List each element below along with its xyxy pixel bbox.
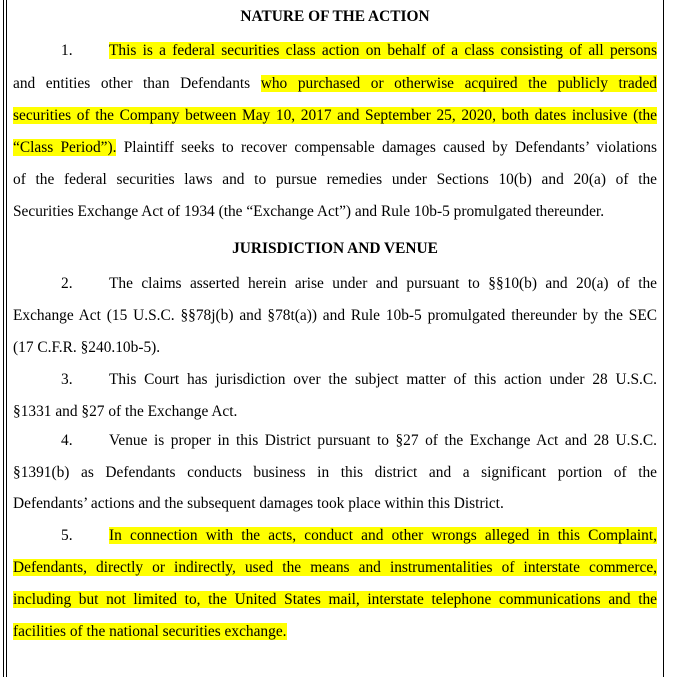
section-heading-jurisdiction: JURISDICTION AND VENUE (232, 240, 438, 257)
plain-text: The claims asserted herein arise under and pursuant to §§10(b) and 20(a) of the (109, 275, 657, 292)
paragraph-4-line-1 (13, 430, 657, 452)
paragraph-3-line-1 (13, 369, 657, 391)
highlighted-text: including but not limited to, the United States mail, interstate telephone communications and the (13, 591, 657, 608)
plain-text: and entities other than Defendants (13, 75, 251, 92)
plain-text: Plaintiff seeks to recover compensable damages caused by Defendants’ violations (123, 139, 657, 156)
highlighted-text: Defendants, directly or indirectly, used the means and instrumentalities of interstate commerce, (13, 559, 657, 576)
margin-line-right (663, 0, 664, 677)
paragraph-2-line-1 (13, 273, 657, 295)
highlighted-text: This is a federal securities class action on behalf of a class consisting of all persons (109, 42, 657, 59)
highlighted-text: facilities of the national securities exchange. (13, 623, 287, 640)
highlighted-text: securities of the Company between May 10, 2017 and September 25, 2020, both dates inclusive (the (13, 107, 657, 124)
paragraph-5-line-4 (13, 621, 657, 643)
section-heading-nature: NATURE OF THE ACTION (240, 8, 430, 25)
paragraph-5-line-3 (13, 589, 657, 611)
plain-text: This Court has jurisdiction over the subject matter of this action under 28 U.S.C. (109, 371, 657, 388)
margin-line-left-inner (6, 0, 7, 677)
paragraph-number: 3. (61, 371, 73, 388)
paragraph-3-line-2: §1331 and §27 of the Exchange Act. (13, 403, 238, 420)
paragraph-1-line-2 (13, 73, 657, 95)
paragraph-number: 1. (61, 42, 73, 59)
highlighted-text: who purchased or otherwise acquired the publicly traded (260, 75, 657, 92)
highlighted-text: “Class Period”). (13, 139, 117, 156)
margin-line-left-outer (3, 0, 4, 677)
highlighted-text: In connection with the acts, conduct and other wrongs alleged in this Complaint, (109, 527, 657, 544)
paragraph-1-line-6: Securities Exchange Act of 1934 (the “Exchange Act”) and Rule 10b-5 promulgated thereunder. (13, 203, 605, 220)
paragraph-4-line-2: §1391(b) as Defendants conducts business in this district and a significant portion of the (13, 464, 657, 481)
paragraph-1-line-1 (13, 40, 657, 62)
paragraph-5-line-1 (13, 525, 657, 547)
paragraph-number: 2. (61, 275, 73, 292)
paragraph-1-line-5: of the federal securities laws and to pursue remedies under Sections 10(b) and 20(a) of the (13, 171, 657, 188)
plain-text: Venue is proper in this District pursuant to §27 of the Exchange Act and 28 U.S.C. (109, 432, 657, 449)
paragraph-number: 5. (61, 527, 73, 544)
paragraph-2-line-3: (17 C.F.R. §240.10b-5). (13, 339, 161, 356)
paragraph-4-line-3: Defendants’ actions and the subsequent damages took place within this District. (13, 495, 504, 512)
paragraph-5-line-2 (13, 557, 657, 579)
paragraph-number: 4. (61, 432, 73, 449)
paragraph-1-line-3 (13, 105, 657, 127)
paragraph-1-line-4 (13, 137, 657, 159)
paragraph-2-line-2: Exchange Act (15 U.S.C. §§78j(b) and §78t(a)) and Rule 10b-5 promulgated thereunder by the SEC (13, 307, 657, 324)
